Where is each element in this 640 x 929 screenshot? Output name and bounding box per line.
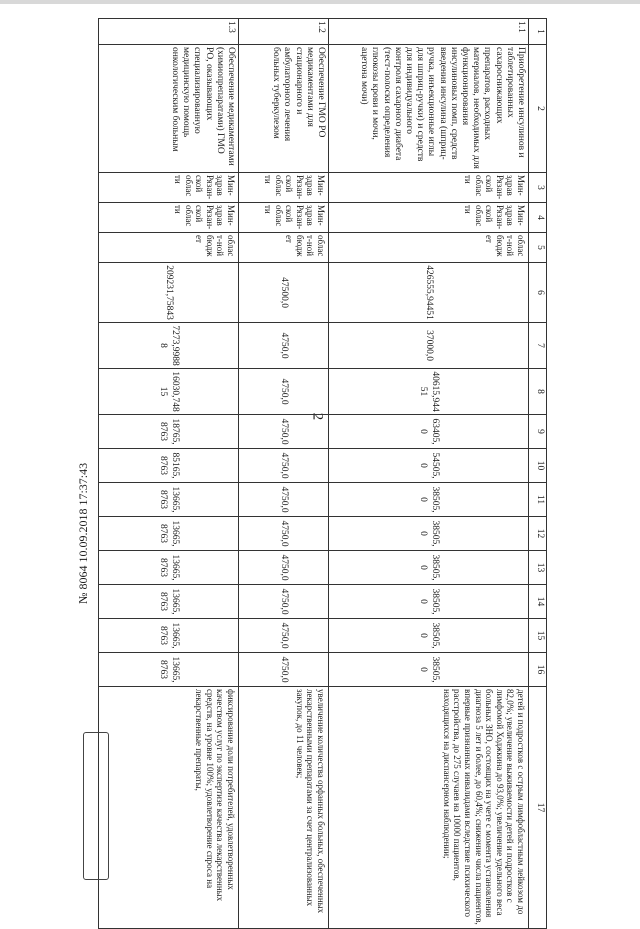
year-amount: 40615,94451 [329, 369, 529, 415]
year-amount: 4750,0 [239, 517, 329, 551]
row-number: 1.1 [329, 19, 529, 45]
header-cell: 16 [529, 653, 547, 687]
scan-edge [0, 0, 640, 4]
year-amount: 4750,0 [239, 653, 329, 687]
executor-cell: Мин-здрав Рязан-ской области [99, 203, 239, 233]
year-amount: 7273,99888 [99, 323, 239, 369]
funding-source: област-ной бюджет [239, 233, 329, 263]
year-amount: 37000,0 [329, 323, 529, 369]
header-cell: 9 [529, 415, 547, 449]
executor-cell: Мин-здрав Рязан-ской области [99, 173, 239, 203]
header-cell: 15 [529, 619, 547, 653]
total-amount: 426555,94451 [329, 263, 529, 323]
header-cell: 4 [529, 203, 547, 233]
registry-stamp [83, 732, 109, 880]
header-cell: 3 [529, 173, 547, 203]
year-amount: 4750,0 [239, 449, 329, 483]
executor-cell: Мин-здрав Рязан-ской области [329, 173, 529, 203]
year-amount: 13665,8763 [99, 619, 239, 653]
header-cell: 1 [529, 19, 547, 45]
measure-name: Приобретение инсулинов и таблетированных сахароснижающих препаратов, расходных материалов, необходимых для функционирования инсулиновых помп, средств введения инсулина (шприц-ручка, инъекционные иглы для шприц-ручки) и средств для индивидуального контроля сахарного диабета (тест-полоски определения глюкозы крови и мочи, ацетона мочи) [329, 45, 529, 173]
table-row [329, 19, 529, 929]
expected-results: детей и подростков с острым лимфобластным лейкозом до 82,0%; увеличение выживаемости детей и подростков с лимфомой Ходжкина до 93,0%; увеличение удельного веса больных ЗНО, состоящих на учете с момента установления диагноза 5 лет и более, до 60,4%; снижение числа пациентов, впервые признанных инвалидами вследствие психического расстройства, до 275 случаев на 10000 пациентов, находящихся на диспансерном наблюдении; [329, 687, 529, 929]
funding-source: област-ной бюджет [329, 233, 529, 263]
year-amount: 4750,0 [239, 369, 329, 415]
total-amount: 209231,75843 [99, 263, 239, 323]
year-amount: 38505,0 [329, 483, 529, 517]
year-amount: 38505,0 [329, 653, 529, 687]
table-row [239, 19, 329, 929]
total-amount: 47500,0 [239, 263, 329, 323]
year-amount: 13665,8763 [99, 517, 239, 551]
executor-cell: Мин-здрав Рязан-ской области [329, 203, 529, 233]
measure-name: Обеспечение ГМО РО медикаментами для стационарного и амбулаторного лечения больных туберкулезом [239, 45, 329, 173]
funding-source: област-ной бюджет [99, 233, 239, 263]
year-amount: 38505,0 [329, 585, 529, 619]
year-amount: 4750,0 [239, 551, 329, 585]
executor-cell: Мин-здрав Рязан-ской области [239, 203, 329, 233]
header-cell: 8 [529, 369, 547, 415]
year-amount: 13665,8763 [99, 585, 239, 619]
header-row [529, 19, 547, 929]
year-amount: 13665,8763 [99, 551, 239, 585]
row-number: 1.3 [99, 19, 239, 45]
year-amount: 4750,0 [239, 323, 329, 369]
year-amount: 38505,0 [329, 551, 529, 585]
table-container [87, 18, 547, 925]
year-amount: 4750,0 [239, 619, 329, 653]
header-cell: 7 [529, 323, 547, 369]
header-cell: 11 [529, 483, 547, 517]
header-cell: 10 [529, 449, 547, 483]
header-cell: 6 [529, 263, 547, 323]
program-table [98, 18, 547, 929]
expected-results: увеличение количества орфанных больных, обеспеченных лекарственными препаратами за счет централизованных закупок, до 11 человек; [239, 687, 329, 929]
year-amount: 38505,0 [329, 619, 529, 653]
registration-footer: № 8064 10.09.2018 17:37:43 [76, 462, 90, 604]
year-amount: 13665,8763 [99, 653, 239, 687]
year-amount: 54505,0 [329, 449, 529, 483]
year-amount: 18765,8763 [99, 415, 239, 449]
year-amount: 4750,0 [239, 585, 329, 619]
header-cell: 13 [529, 551, 547, 585]
expected-results: фиксирование доли потребителей, удовлетворенных качеством услуг по экспертизе качества лекарственных средств, на уровне 100%; удовлетворение спроса на лекарственные препараты, [99, 687, 239, 929]
header-cell: 2 [529, 45, 547, 173]
year-amount: 85165,8763 [99, 449, 239, 483]
row-number: 1.2 [239, 19, 329, 45]
page-number: 2 [309, 412, 326, 421]
year-amount: 63405,0 [329, 415, 529, 449]
header-cell: 14 [529, 585, 547, 619]
measure-name: Обеспечение медикаментами (химиопрепаратами) ГМО РО, оказывающих специализированную медицинскую помощь онкологическим больным [99, 45, 239, 173]
year-amount: 4750,0 [239, 415, 329, 449]
executor-cell: Мин-здрав Рязан-ской области [239, 173, 329, 203]
year-amount: 13665,8763 [99, 483, 239, 517]
table-row [99, 19, 239, 929]
year-amount: 16030,74815 [99, 369, 239, 415]
header-cell: 12 [529, 517, 547, 551]
year-amount: 4750,0 [239, 483, 329, 517]
header-cell: 5 [529, 233, 547, 263]
year-amount: 38505,0 [329, 517, 529, 551]
header-cell: 17 [529, 687, 547, 929]
